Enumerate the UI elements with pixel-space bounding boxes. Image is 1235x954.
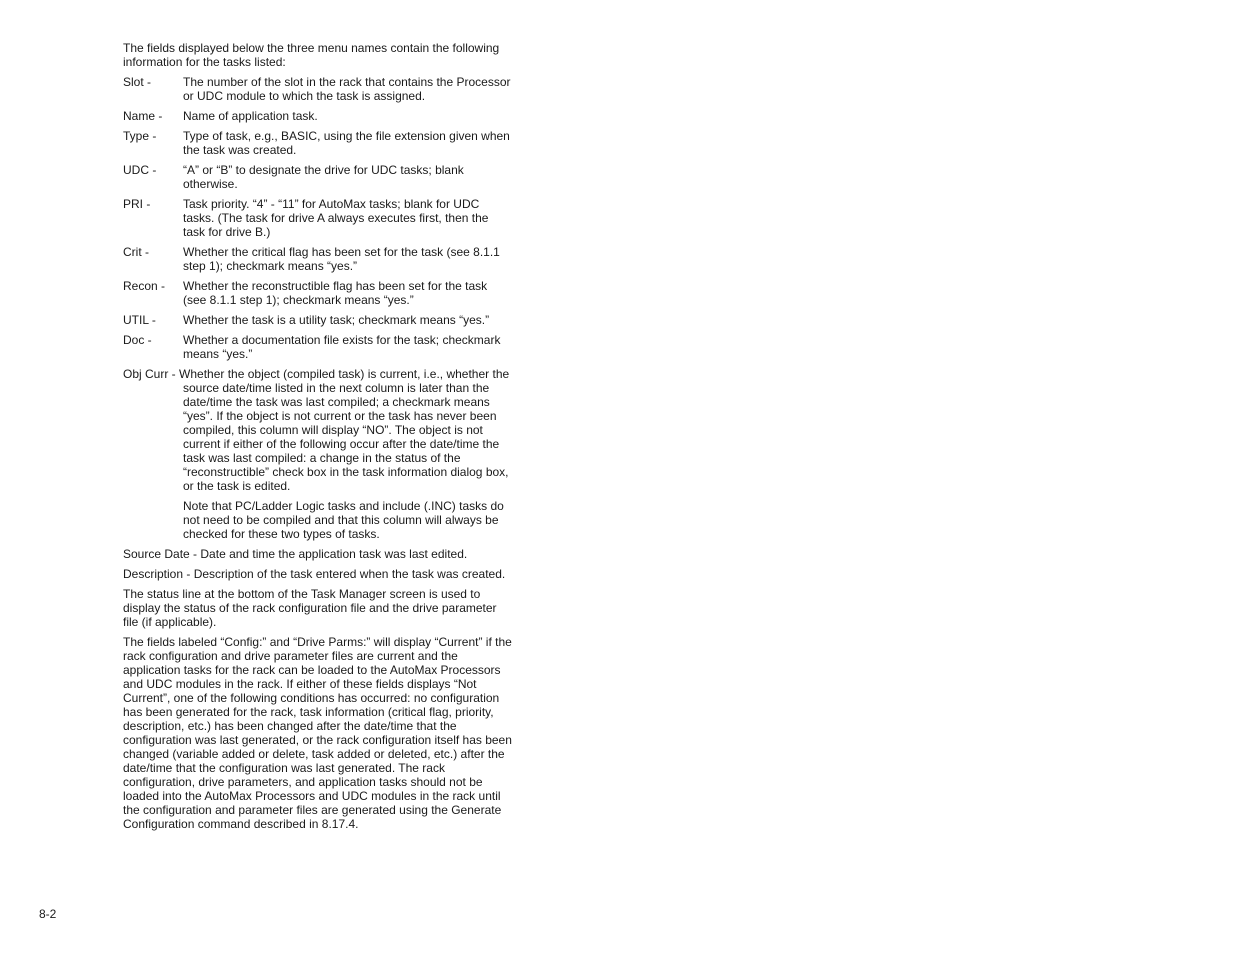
definition-udc [123,163,513,191]
desc-util: Whether the task is a utility task; checkmark means “yes.” [183,313,490,327]
desc-udc: “A” or “B” to designate the drive for UDC tasks; blank otherwise. [183,163,464,191]
term-obj-curr: Obj Curr - [123,367,176,381]
desc-recon: Whether the reconstructible flag has been set for the task (see 8.1.1 step 1); checkmark means “yes.” [183,279,488,307]
status-line-paragraph: The status line at the bottom of the Task Manager screen is used to display the status of the rack configuration file and the drive parameter file (if applicable). [123,587,497,629]
term-description: Description - [123,567,191,581]
desc-description: Description of the task entered when the task was created. [193,567,506,581]
term-source-date: Source Date - [123,547,198,561]
desc-obj-curr: Whether the object (compiled task) is current, i.e., whether the source date/time listed in the next column is later than the date/time the task was last compiled; a checkmark means “yes”. If the object is not current or the task has never been compiled, this column will display “NO”. The object is not current if either of the following occur after the date/time the task was last compiled: a change in the status of the “reconstructible” check box in the task information dialog box, or the task is edited. [179,367,510,493]
config-fields-paragraph: The fields labeled “Config:” and “Drive Parms:” will display “Current” if the rack configuration and drive parameter files are current and the application tasks for the rack can be loaded to the AutoMax Processors and UDC modules in the rack. If either of these fields displays “Not Current”, one of the following conditions has occurred: no configuration has been generated for the rack, task information (critical flag, priority, description, etc.) has been changed after the date/time that the configuration was last generated, or the rack configuration itself has been changed (variable added or delete, task added or deleted, etc.) after the date/time that the configuration was last generated. The rack configuration, drive parameters, and application tasks should not be loaded into the AutoMax Processors and UDC modules in the rack until the configuration and parameter files are generated using the Generate Configuration command described in 8.17.4. [123,635,512,831]
definition-recon [123,279,513,307]
definition-slot [123,75,513,103]
obj-curr-note: Note that PC/Ladder Logic tasks and include (.INC) tasks do not need to be compiled and that this column will always be checked for these two types of tasks. [183,499,504,541]
definition-name [123,109,513,123]
term-crit: Crit - [123,245,149,259]
definition-crit [123,245,513,273]
term-udc: UDC - [123,163,157,177]
desc-source-date: Date and time the application task was last edited. [200,547,468,561]
definition-description [123,567,513,581]
term-util: UTIL - [123,313,156,327]
desc-type: Type of task, e.g., BASIC, using the file extension given when the task was created. [183,129,510,157]
definition-util [123,313,513,327]
term-type: Type - [123,129,157,143]
term-slot: Slot - [123,75,152,89]
desc-pri: Task priority. “4” - “11” for AutoMax tasks; blank for UDC tasks. (The task for drive A always executes first, then the task for drive B.) [183,197,489,239]
page-number: 8-2 [39,907,57,921]
term-recon: Recon - [123,279,166,293]
definition-type [123,129,513,157]
definition-obj-curr [123,367,513,493]
term-name: Name - [123,109,163,123]
desc-slot: The number of the slot in the rack that contains the Processor or UDC module to which the task is assigned. [183,75,511,103]
desc-name: Name of application task. [183,109,318,123]
intro-paragraph: The fields displayed below the three menu names contain the following information for the tasks listed: [123,41,500,69]
definition-source-date [123,547,513,561]
term-pri: PRI - [123,197,151,211]
text-column [123,41,513,837]
term-doc: Doc - [123,333,152,347]
definition-pri [123,197,513,239]
desc-doc: Whether a documentation file exists for the task; checkmark means “yes.” [183,333,501,361]
definition-doc [123,333,513,361]
desc-crit: Whether the critical flag has been set for the task (see 8.1.1 step 1); checkmark means “yes.” [183,245,500,273]
